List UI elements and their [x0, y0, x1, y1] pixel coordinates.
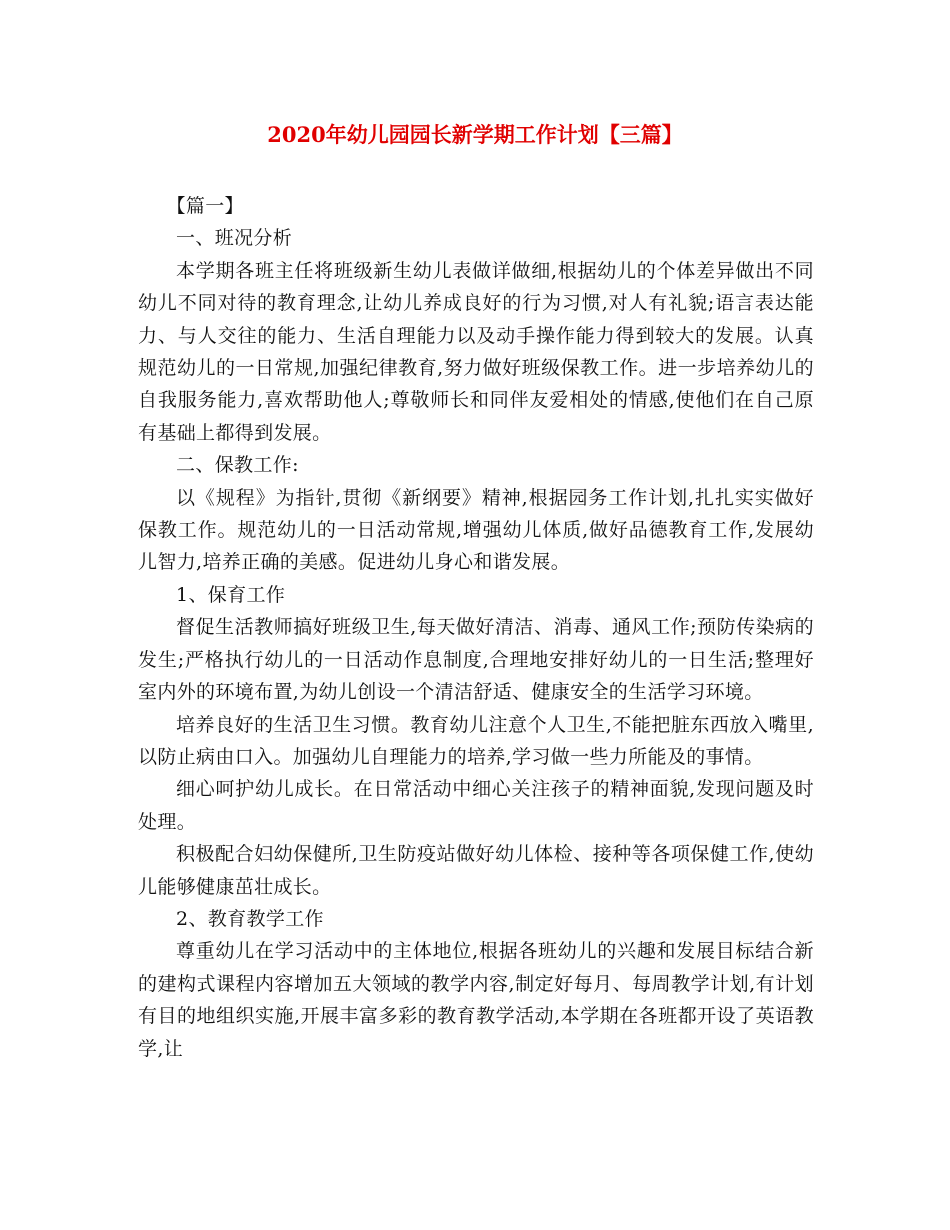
- body-paragraph: 督促生活教师搞好班级卫生,每天做好清洁、消毒、通风工作;预防传染病的发生;严格执行幼儿的一日活动作息制度,合理地安排好幼儿的一日生活;整理好室内外的环境布置,为幼儿创设一个清洁舒适、健康安全的生活学习环境。: [138, 616, 814, 704]
- body-paragraph: 培养良好的生活卫生习惯。教育幼儿注意个人卫生,不能把脏东西放入嘴里,以防止病由口入。加强幼儿自理能力的培养,学习做一些力所能及的事情。: [138, 713, 814, 768]
- body-paragraph: 本学期各班主任将班级新生幼儿表做详做细,根据幼儿的个体差异做出不同幼儿不同对待的教育理念,让幼儿养成良好的行为习惯,对人有礼貌;语言表达能力、与人交往的能力、生活自理能力以及动手操作能力得到较大的发展。认真规范幼儿的一日常规,加强纪律教育,努力做好班级保教工作。进一步培养幼儿的自我服务能力,喜欢帮助他人;尊敬师长和同伴友爱相处的情感,使他们在自己原有基础上都得到发展。: [138, 259, 814, 444]
- subsection-heading: 1、保育工作: [176, 583, 286, 606]
- section-heading: 一、班况分析: [176, 227, 293, 250]
- document-body: [138, 190, 814, 1065]
- subsection-heading: 2、教育教学工作: [176, 907, 324, 930]
- body-paragraph: 以《规程》为指针,贯彻《新纲要》精神,根据园务工作计划,扎扎实实做好保教工作。规范幼儿的一日活动常规,增强幼儿体质,做好品德教育工作,发展幼儿智力,培养正确的美感。促进幼儿身心和谐发展。: [138, 486, 814, 574]
- document-title: 2020年幼儿园园长新学期工作计划【三篇】: [267, 122, 683, 147]
- section-label: 【篇一】: [166, 195, 244, 217]
- body-paragraph: 尊重幼儿在学习活动中的主体地位,根据各班幼儿的兴趣和发展目标结合新的建构式课程内容增加五大领域的教学内容,制定好每月、每周教学计划,有计划有目的地组织实施,开展丰富多彩的教育教学活动,本学期在各班都开设了英语教学,让: [138, 940, 814, 1060]
- body-paragraph: 细心呵护幼儿成长。在日常活动中细心关注孩子的精神面貌,发现问题及时处理。: [138, 778, 814, 833]
- section-heading: 二、保教工作:: [176, 454, 299, 477]
- body-paragraph: 积极配合妇幼保健所,卫生防疫站做好幼儿体检、接种等各项保健工作,使幼儿能够健康茁壮成长。: [138, 843, 814, 898]
